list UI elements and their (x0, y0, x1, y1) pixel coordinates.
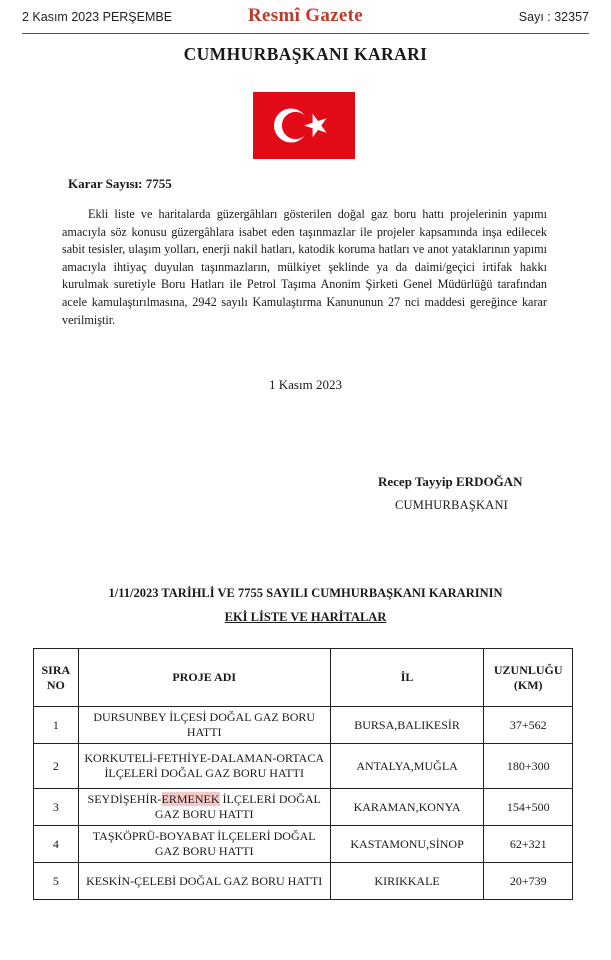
publication-name: Resmî Gazete (248, 5, 363, 26)
issue-date: 2 Kasım 2023 PERŞEMBE (22, 10, 173, 24)
table-row (34, 707, 573, 744)
cell-no: 3 (34, 789, 79, 826)
decree-number: Karar Sayısı: 7755 (68, 176, 172, 191)
annex-title: 1/11/2023 TARİHLİ VE 7755 SAYILI CUMHURBAŞKANI KARARININ (108, 586, 503, 600)
cell-project: TAŞKÖPRÜ-BOYABAT İLÇELERİ DOĞAL GAZ BORU HATTI (78, 826, 330, 863)
cell-project: KORKUTELİ-FETHİYE-DALAMAN-ORTACA İLÇELERİ DOĞAL GAZ BORU HATTI (78, 744, 330, 789)
table-row (34, 744, 573, 789)
cell-province: KARAMAN,KONYA (330, 789, 484, 826)
table-row (34, 826, 573, 863)
col-header-length-line2: (KM) (513, 677, 543, 692)
signatory-title: CUMHURBAŞKANI (395, 498, 509, 512)
turkish-flag-icon (253, 92, 355, 159)
table-row (34, 863, 573, 900)
col-header-province: İL (330, 649, 484, 707)
projects-table (33, 648, 573, 900)
col-header-length (484, 649, 573, 707)
table-header-row (34, 649, 573, 707)
highlighted-district: ERMENEK (161, 792, 220, 806)
table-row (34, 789, 573, 826)
cell-length: 154+500 (484, 789, 573, 826)
cell-no: 1 (34, 707, 79, 744)
cell-province: ANTALYA,MUĞLA (330, 744, 484, 789)
cell-length: 180+300 (484, 744, 573, 789)
cell-project: KESKİN-ÇELEBİ DOĞAL GAZ BORU HATTI (78, 863, 330, 900)
cell-no: 4 (34, 826, 79, 863)
cell-province: BURSA,BALIKESİR (330, 707, 484, 744)
col-header-project: PROJE ADI (78, 649, 330, 707)
cell-length: 62+321 (484, 826, 573, 863)
gazette-header (0, 0, 611, 36)
col-header-length-line1: UZUNLUĞU (493, 662, 563, 677)
cell-province: KIRIKKALE (330, 863, 484, 900)
cell-project (78, 789, 330, 826)
project-prefix: SEYDİŞEHİR- (87, 792, 162, 806)
cell-project: DURSUNBEY İLÇESİ DOĞAL GAZ BORU HATTI (78, 707, 330, 744)
header-divider (22, 33, 589, 34)
col-header-no-line1: SIRA (41, 662, 71, 677)
col-header-no-line2: NO (46, 677, 65, 692)
issue-number: Sayı : 32357 (518, 10, 589, 24)
annex-subtitle: EKİ LİSTE VE HARİTALAR (224, 610, 387, 624)
document-title: CUMHURBAŞKANI KARARI (183, 44, 428, 64)
cell-no: 5 (34, 863, 79, 900)
signatory-name: Recep Tayyip ERDOĞAN (378, 474, 523, 489)
cell-no: 2 (34, 744, 79, 789)
decree-date: 1 Kasım 2023 (269, 377, 342, 392)
cell-province: KASTAMONU,SİNOP (330, 826, 484, 863)
decree-body: Ekli liste ve haritalarda güzergâhları gösterilen doğal gaz boru hattı projelerinin yapımı amacıyla söz konusu güzergâhlara isabet eden taşınmazlar ile projeler kapsamında inşa edilecek sabit tesisler, ulaşım yolları, enerji nakil hatları, katodik koruma hatları ve anot yataklarının yapımı amacıyla ihtiyaç duyulan taşınmazların, mülkiyet şeklinde ya da daimi/geçici irtifak hakkı kurulmak suretiyle Boru Hatları ile Petrol Taşıma Anonim Şirketi Genel Müdürlüğü tarafından acele kamulaştırılmasına, 2942 sayılı Kamulaştırma Kanununun 27 nci maddesi gereğince karar verilmiştir. (62, 207, 547, 327)
cell-length: 20+739 (484, 863, 573, 900)
cell-length: 37+562 (484, 707, 573, 744)
col-header-no (34, 649, 79, 707)
project-suffix: İLÇELERİ DOĞAL GAZ BORU HATTI (154, 792, 321, 821)
